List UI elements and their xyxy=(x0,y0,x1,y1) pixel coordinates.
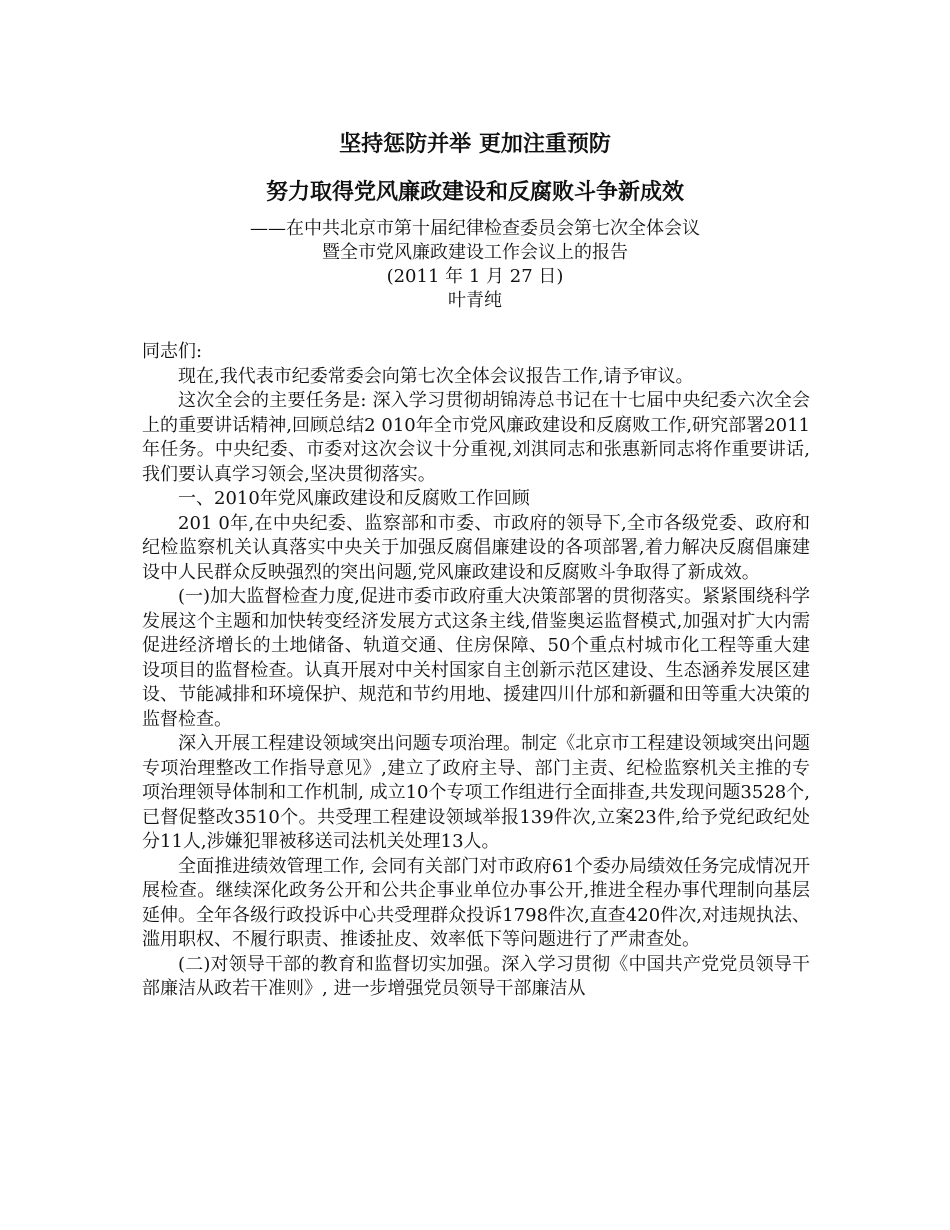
salutation: 同志们: xyxy=(142,341,203,362)
paragraph: 全面推进绩效管理工作, 会同有关部门对市政府61个委办局绩效任务完成情况开展检查。继续深化政务公开和公共企事业单位办事公开,推进全程办事代理制向基层延伸。全年各级行政投诉中心共受理群众投诉1798件次,直查420件次,对违规执法、滥用职权、不履行职责、推诿扯皮、效率低下等问题进行了严肃查处。 xyxy=(142,855,810,950)
paragraph: 深入开展工程建设领域突出问题专项治理。制定《北京市工程建设领域突出问题专项治理整改工作指导意见》,建立了政府主导、部门主责、纪检监察机关主推的专项治理领导体制和工作机制, 成立10个专项工作组进行全面排查,共发现问题3528个,已督促整改3510个。共受理工程建设领域举报139件次,立案23件,给予党纪政纪处分11人,涉嫌犯罪被移送司法机关处理13人。 xyxy=(142,733,810,852)
paragraph: (二)对领导干部的教育和监督切实加强。深入学习贯彻《中国共产党党员领导干部廉洁从政若干准则》, 进一步增强党员领导干部廉洁从 xyxy=(142,953,810,999)
document-title-line2: 努力取得党风廉政建设和反腐败斗争新成效 xyxy=(265,179,684,205)
paragraph: 这次全会的主要任务是: 深入学习贯彻胡锦涛总书记在十七届中央纪委六次全会上的重要讲话精神,回顾总结2 010年全市党风廉政建设和反腐败工作,研究部署2011年任务。中央纪委、市委对这次会议十分重视,刘淇同志和张惠新同志将作重要讲话,我们要认真学习领会,坚决贯彻落实。 xyxy=(142,390,810,485)
paragraph: 201 0年,在中央纪委、监察部和市委、市政府的领导下,全市各级党委、政府和纪检监察机关认真落实中央关于加强反腐倡廉建设的各项部署,着力解决反腐倡廉建设中人民群众反映强烈的突出问题,党风廉政建设和反腐败斗争取得了新成效。 xyxy=(142,512,810,583)
document-title-line1: 坚持惩防并举 更加注重预防 xyxy=(339,131,611,157)
section-heading: 一、2010年党风廉政建设和反腐败工作回顾 xyxy=(178,488,530,509)
document-date: (2011 年 1 月 27 日) xyxy=(386,266,564,287)
document-author: 叶青纯 xyxy=(448,290,502,311)
document-subtitle-line2: 暨全市党风廉政建设工作会议上的报告 xyxy=(322,242,628,263)
document-subtitle-line1: ——在中共北京市第十届纪律检查委员会第七次全体会议 xyxy=(250,218,700,239)
paragraph: (一)加大监督检查力度,促进市委市政府重大决策部署的贯彻落实。紧紧围绕科学发展这个主题和加快转变经济发展方式这条主线,借鉴奥运监督模式,加强对扩大内需促进经济增长的土地储备、轨道交通、住房保障、50个重点村城市化工程等重大建设项目的监督检查。认真开展对中关村国家自主创新示范区建设、生态涵养发展区建设、节能减排和环境保护、规范和节约用地、援建四川什邡和新疆和田等重大决策的监督检查。 xyxy=(142,586,810,730)
document-body xyxy=(142,340,810,1002)
paragraph: 现在,我代表市纪委常委会向第七次全体会议报告工作,请予审议。 xyxy=(178,365,694,387)
